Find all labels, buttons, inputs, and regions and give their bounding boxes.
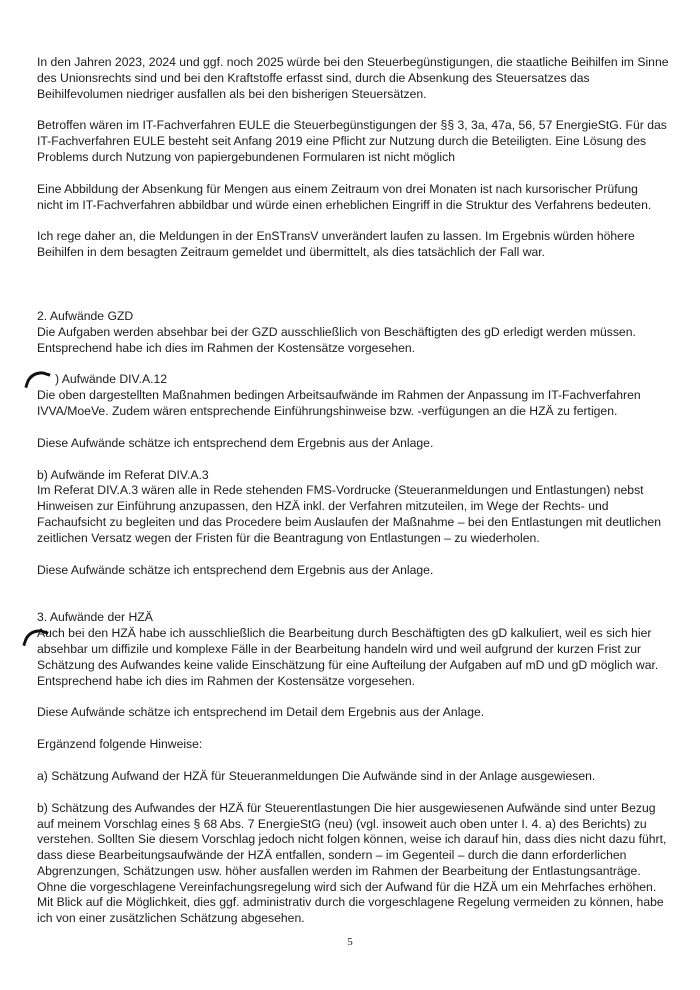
paragraph-div-a12-estimate: Diese Aufwände schätze ich entsprechend dem Ergebnis aus der Anlage. [37,435,434,450]
paragraph-note-b-tax-relief: b) Schätzung des Aufwandes der HZÄ für Steuerentlastungen Die hier ausgewiesenen Aufwände sind unter Bezug auf meinem Vorschlag eines § 68 Abs. 7 EnergieStG (neu) (vgl. insoweit auch oben unter I. 4. a) des Berichts) zu verstehen. Sollten Sie diesem Vorschlag jedoch nicht folgen können, weise ich darauf hin, dass dies nicht dazu führt, dass diese Bearbeitungsaufwände der HZÄ entfallen, sondern – im Gegenteil – durch die dann erforderlichen Abgrenzungen, Schätzungen usw. höher ausfallen werden im Rahmen der Bearbeitung der Entlastungsanträge. Ohne die vorgeschlagene Vereinfachungsregelung wird sich der Aufwand für die HZÄ um ein Mehrfaches erhöhen. Mit Blick auf die Möglichkeit, dies ggf. administrativ durch die vorgeschlagene Regelung vermeiden zu können, habe ich von einer zusätzlichen Schätzung abgesehen. [37,800,667,926]
paragraph-div-a3-forms: Im Referat DIV.A.3 wären alle in Rede stehenden FMS-Vordrucke (Steueranmeldungen und Entlastungen) nebst Hinweisen zur Einführung anzupassen, den HZÄ inkl. der Verfahren mitzuteilen, im Wege der Rechts- und Fachaufsicht zu begleiten und das Procedere beim Auslaufen der Maßnahme – bei den Entlastungen mit deutlichen zeitlichen Versatz wegen der Fristen für die Beantragung von Entlastungen – zu wiederholen. [37,483,661,545]
section-heading-hza: 3. Aufwände der HZÄ [37,610,153,625]
paragraph-div-a3-estimate: Diese Aufwände schätze ich entsprechend dem Ergebnis aus der Anlage. [37,562,434,577]
subheading-div-a12: ) Aufwände DIV.A.12 [55,372,168,387]
paragraph-reduction-mapping: Eine Abbildung der Absenkung für Mengen aus einem Zeitraum von drei Monaten ist nach kursorischer Prüfung nicht im IT-Fachverfahren abbildbar und würde einen erheblichen Eingriff in die Struktur des Verfahrens bedeuten. [37,181,652,212]
section-heading-gzd: 2. Aufwände GZD [37,308,134,323]
paragraph-enstransv-recommendation: Ich rege daher an, die Meldungen in der EnSTransV unverändert laufen zu lassen. Im Ergebnis würden höhere Beihilfen in dem besagten Zeitraum gemeldet und übermittelt, als dies tatsächlich der Fall war. [37,229,635,260]
subheading-div-a3: b) Aufwände im Referat DIV.A.3 [37,467,209,482]
paragraph-additional-notes-intro: Ergänzend folgende Hinweise: [37,737,203,752]
paragraph-gzd-tasks: Die Aufgaben werden absehbar bei der GZD ausschließlich von Beschäftigten des gD erledigt werden müssen. Entsprechend habe ich dies im Rahmen der Kostensätze vorgesehen. [37,324,636,355]
paragraph-hza-estimate: Diese Aufwände schätze ich entsprechend im Detail dem Ergebnis aus der Anlage. [37,705,485,720]
page-number: 5 [347,936,353,948]
paragraph-state-aid-volume: In den Jahren 2023, 2024 und ggf. noch 2025 würde bei den Steuerbegünstigungen, die staatliche Beihilfen im Sinne des Unionsrechts sind und bei den Kraftstoffe erfasst sind, durch die Absenkung des Steuersatzes das Beihilfevolumen niedriger ausfallen als bei den bisherigen Steuersätzen. [37,55,669,101]
paragraph-hza-calculation: Auch bei den HZÄ habe ich ausschließlich die Bearbeitung durch Beschäftigten des gD kalkuliert, weil es sich hier absehbar um diffizile und komplexe Fälle in der Bearbeitung handeln wird und weil aufgrund der kurzen Frist zur Schätzung des Aufwandes keine valide Einschätzung für eine Aufteilung der Aufgaben auf mD und gD möglich war. Entsprechend habe ich dies im Rahmen der Kostensätze vorgesehen. [37,626,659,688]
paragraph-note-a-tax-returns: a) Schätzung Aufwand der HZÄ für Steueranmeldungen Die Aufwände sind in der Anlage ausgewiesen. [37,768,596,783]
paragraph-it-procedure-eule: Betroffen wären im IT-Fachverfahren EULE die Steuerbegünstigungen der §§ 3, 3a, 47a, 56, 57 EnergieStG. Für das IT-Fachverfahren EULE besteht seit Anfang 2019 eine Pflicht zur Nutzung durch die Beteiligten. Eine Lösung des Problems durch Nutzung von papiergebundenen Formularen ist nicht möglich [37,118,667,164]
paragraph-div-a12-measures: Die oben dargestellten Maßnahmen bedingen Arbeitsaufwände im Rahmen der Anpassung im IT-Fachverfahren IVVA/MoeVe. Zudem wären entsprechende Einführungshinweise bzw. -verfügungen an die HZÄ zu fertigen. [37,388,641,418]
